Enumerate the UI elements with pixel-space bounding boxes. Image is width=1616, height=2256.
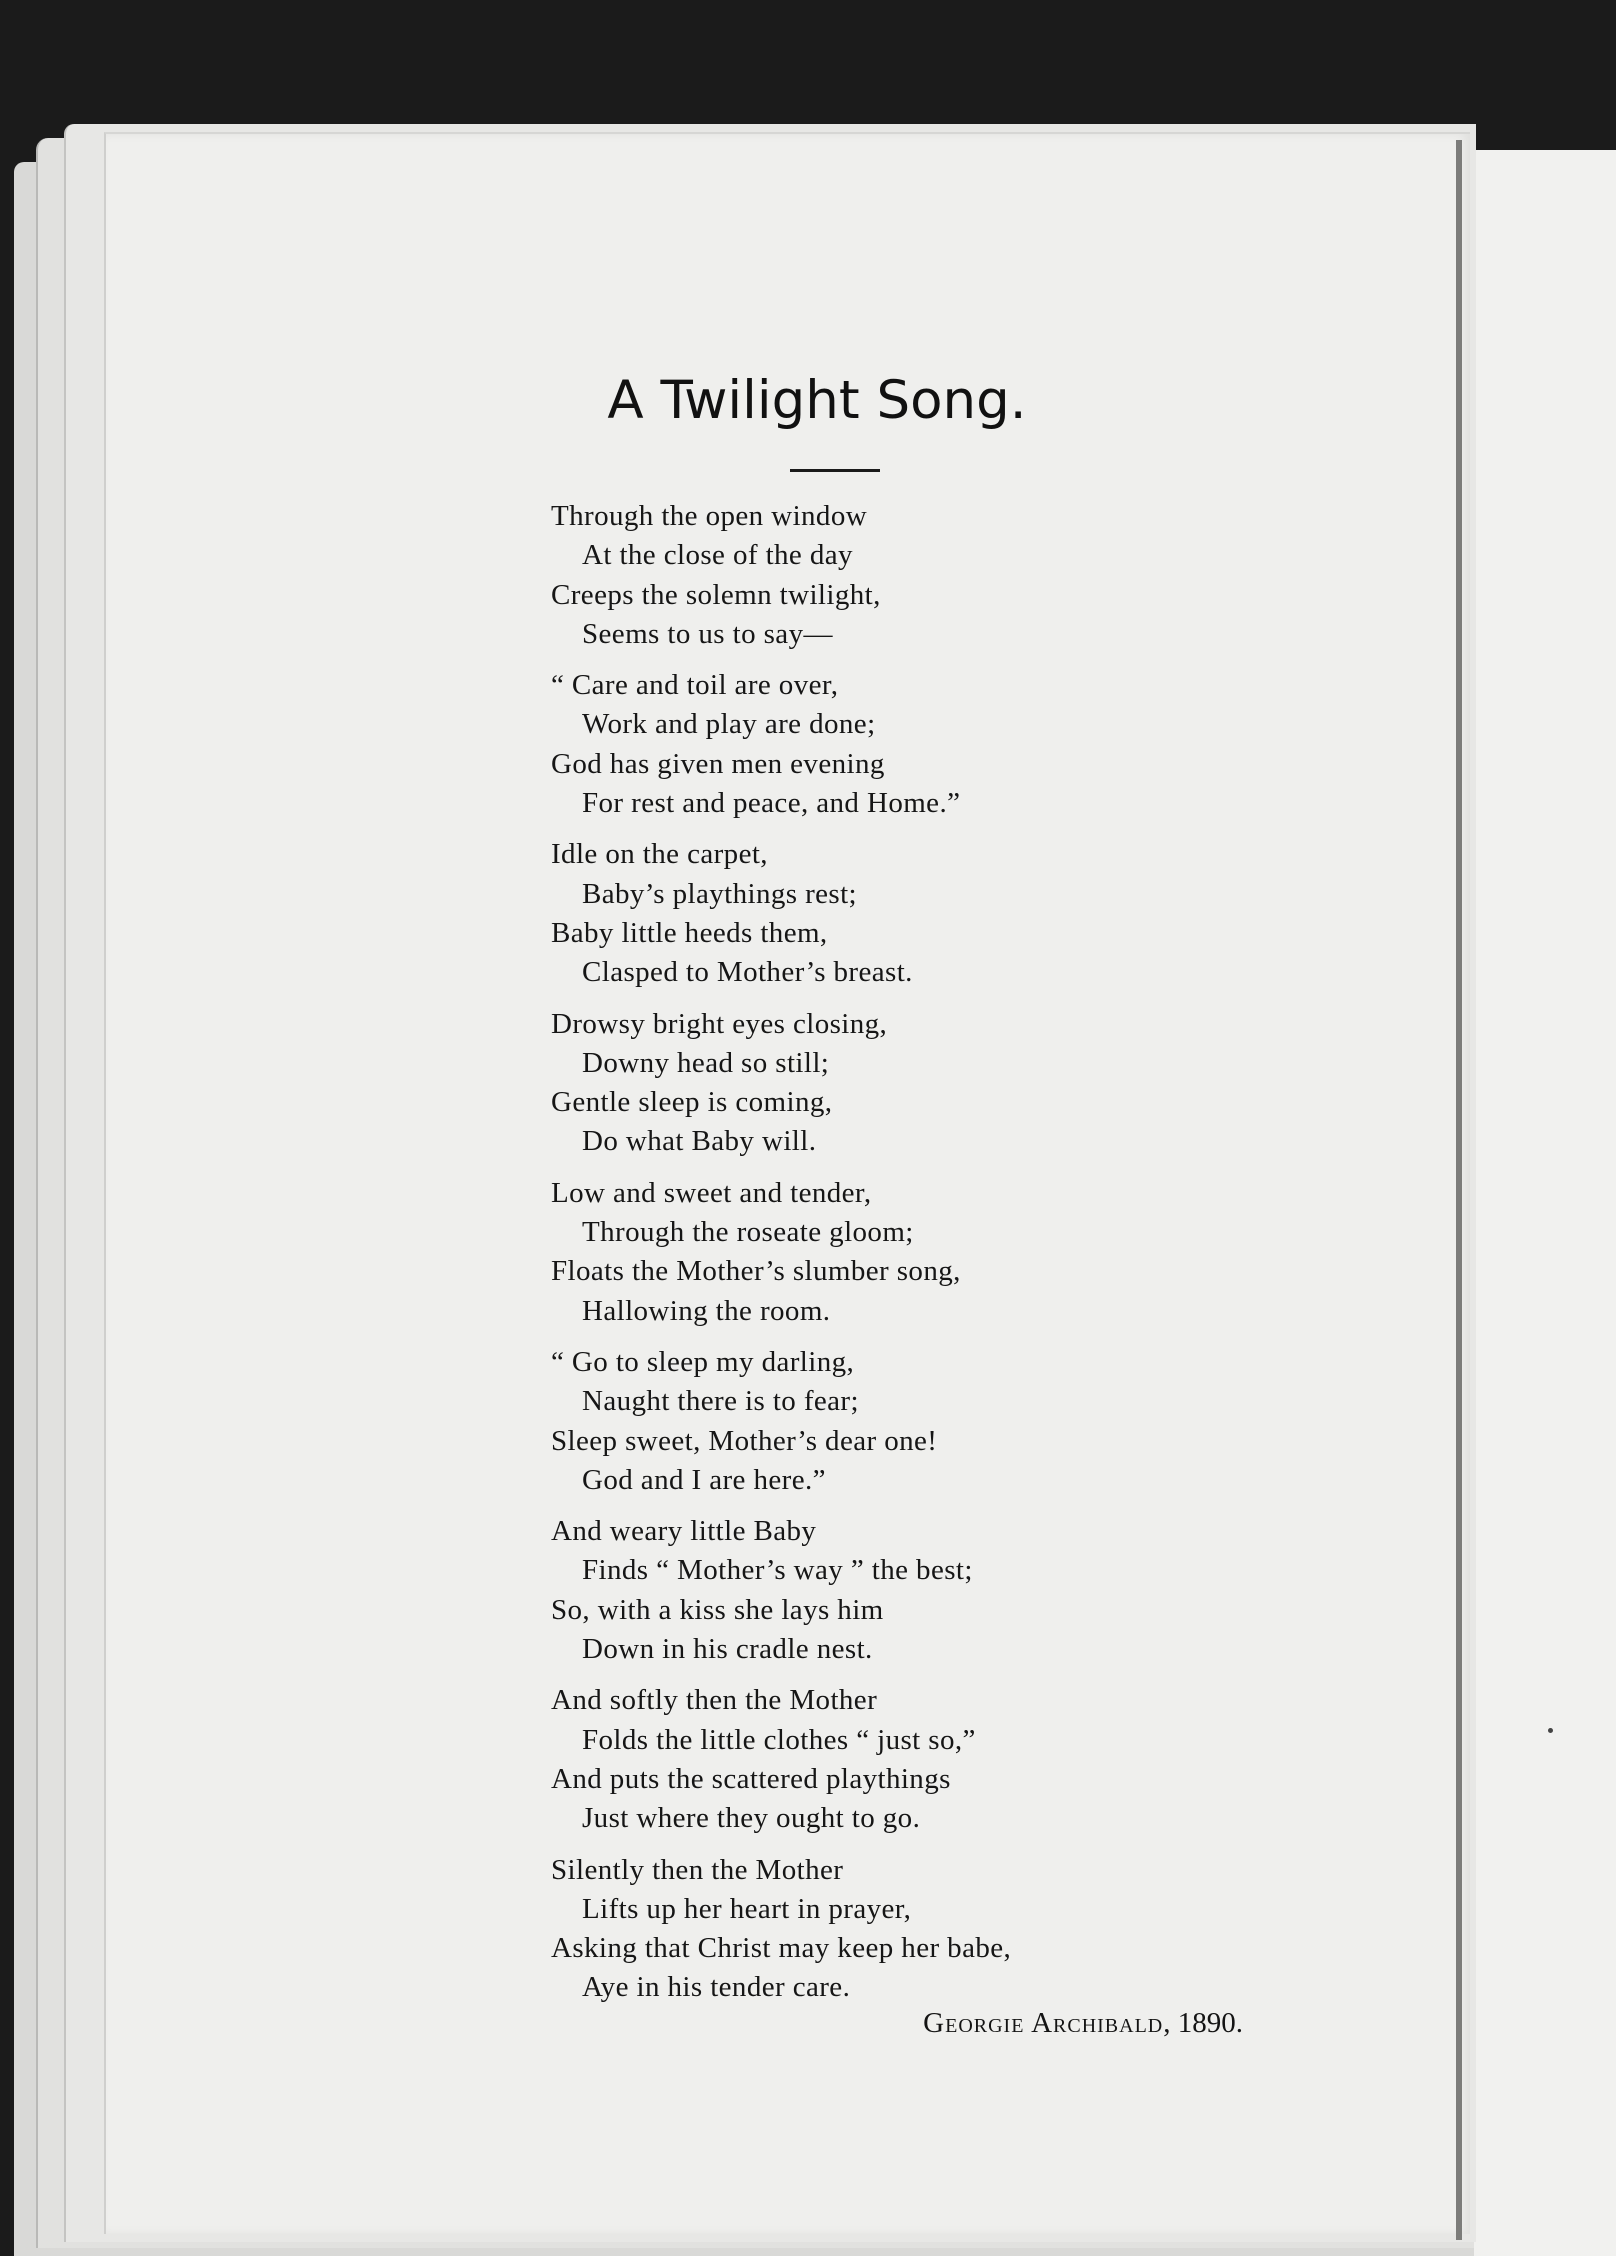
poem-line: Creeps the solemn twilight,: [551, 578, 881, 611]
poem-line: And puts the scattered playthings: [551, 1762, 951, 1795]
poem-line: At the close of the day: [582, 539, 853, 572]
poem-line: Sleep sweet, Mother’s dear one!: [551, 1424, 938, 1457]
stanza: [551, 666, 1251, 823]
stanza: [551, 1174, 1251, 1331]
stanza: [551, 1005, 1251, 1162]
poem-line: So, with a kiss she lays him: [551, 1593, 884, 1626]
author-name: Georgie Archibald: [923, 2007, 1164, 2039]
poem-line: Asking that Christ may keep her babe,: [551, 1932, 1012, 1965]
poem-line: Idle on the carpet,: [551, 838, 768, 871]
stanza: [551, 1343, 1251, 1500]
poem-line: Through the open window: [551, 500, 868, 532]
poem-line: God and I are here.”: [582, 1463, 826, 1496]
poem-line: Through the roseate gloom;: [582, 1216, 914, 1249]
poem-line: Floats the Mother’s slumber song,: [551, 1255, 961, 1288]
poem-line: “ Go to sleep my darling,: [551, 1345, 855, 1378]
poem-signature: [875, 2007, 1243, 2040]
poem-line: Lifts up her heart in prayer,: [582, 1892, 912, 1925]
poem-line: Gentle sleep is coming,: [551, 1086, 833, 1119]
title-rule: [790, 469, 880, 472]
poem-line: God has given men evening: [551, 747, 885, 780]
poem-line: And softly then the Mother: [551, 1684, 878, 1717]
poem-line: Naught there is to fear;: [582, 1385, 859, 1418]
poem-line: Hallowing the room.: [582, 1294, 831, 1327]
stanza: [551, 1851, 1251, 2008]
stanza: [551, 835, 1251, 992]
facing-page-edge: [1460, 150, 1616, 2256]
poem-line: Finds “ Mother’s way ” the best;: [582, 1554, 973, 1587]
signature-year: , 1890.: [1163, 2007, 1243, 2039]
poem-line: “ Care and toil are over,: [551, 669, 839, 702]
poem-line: Just where they ought to go.: [582, 1802, 921, 1835]
poem-line: And weary little Baby: [551, 1515, 817, 1548]
poem-line: Down in his cradle nest.: [582, 1633, 873, 1666]
facing-page-speck: [1548, 1728, 1553, 1733]
poem-line: Clasped to Mother’s breast.: [582, 956, 913, 989]
poem-line: Baby’s playthings rest;: [582, 877, 858, 910]
poem-line: Aye in his tender care.: [582, 1971, 851, 2004]
poem-line: Seems to us to say—: [582, 617, 833, 650]
poem-title: A Twilight Song.: [607, 370, 1027, 431]
stanza: [551, 1512, 1251, 1669]
book-gutter: [1456, 140, 1462, 2240]
stanza: [551, 497, 1251, 654]
poem-line: Downy head so still;: [582, 1046, 830, 1079]
poem-line: Baby little heeds them,: [551, 916, 828, 949]
poem-line: Drowsy bright eyes closing,: [551, 1007, 888, 1040]
poem-line: Work and play are done;: [582, 708, 876, 741]
poem-line: Folds the little clothes “ just so,”: [582, 1723, 976, 1756]
poem-body: [551, 497, 1251, 2020]
poem-line: For rest and peace, and Home.”: [582, 787, 961, 820]
poem-line: Low and sweet and tender,: [551, 1176, 872, 1209]
poem-line: Silently then the Mother: [551, 1853, 844, 1886]
poem-line: Do what Baby will.: [582, 1125, 817, 1158]
stanza: [551, 1681, 1251, 1838]
